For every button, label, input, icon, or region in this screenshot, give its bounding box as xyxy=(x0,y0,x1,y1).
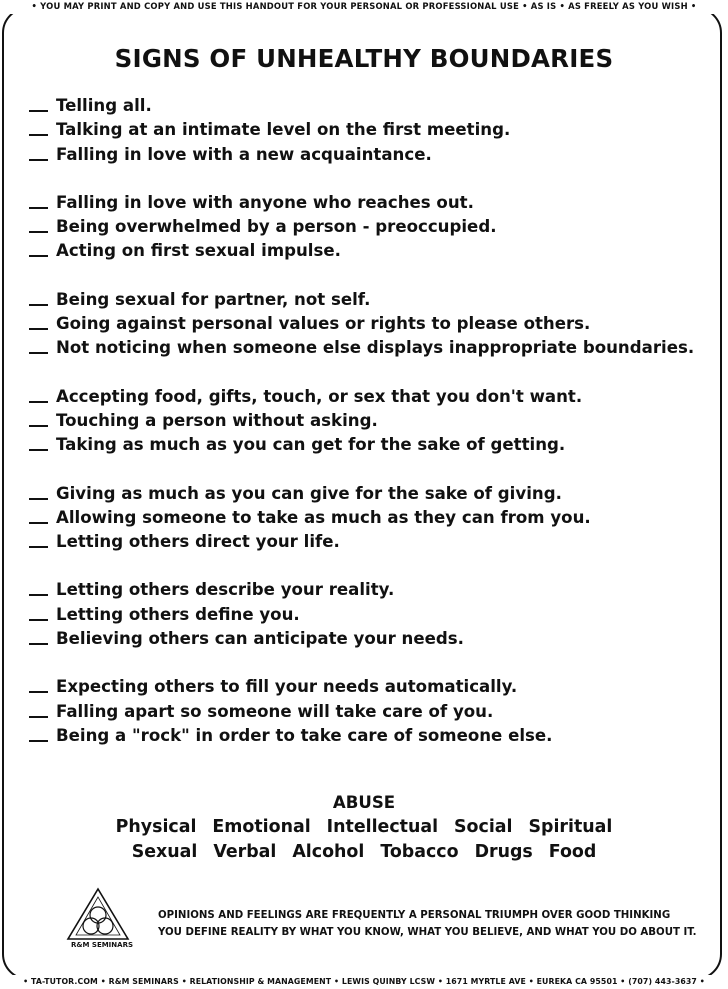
checkbox-blank[interactable] xyxy=(29,328,48,330)
abuse-title: ABUSE xyxy=(332,793,396,812)
note-line: OPINIONS AND FEELINGS ARE FREQUENTLY A PERSONAL TRIUMPH OVER GOOD THINKING xyxy=(158,910,671,921)
checklist-item xyxy=(29,217,709,241)
checkbox-blank[interactable] xyxy=(29,304,48,306)
checkbox-blank[interactable] xyxy=(29,207,48,209)
checklist-item xyxy=(29,580,709,604)
abuse-type: Drugs xyxy=(474,842,533,862)
checklist-item xyxy=(29,508,709,532)
item-text: Being overwhelmed by a person - preoccupied. xyxy=(56,217,497,237)
top-notice: • YOU MAY PRINT AND COPY AND USE THIS HANDOUT FOR YOUR PERSONAL OR PROFESSIONAL USE • AS IS • AS FREELY AS YOU WISH • xyxy=(0,0,728,14)
checklist-item xyxy=(29,702,709,726)
checklist-group xyxy=(29,290,709,363)
checklist-item xyxy=(29,193,709,217)
abuse-type: Verbal xyxy=(213,842,277,862)
item-text: Not noticing when someone else displays inappropriate boundaries. xyxy=(56,338,695,358)
abuse-type: Alcohol xyxy=(292,842,365,862)
logo-label: R&M SEMINARS xyxy=(71,941,133,949)
item-text: Believing others can anticipate your needs. xyxy=(56,629,464,649)
abuse-type: Emotional xyxy=(212,817,311,837)
checklist-item xyxy=(29,338,709,362)
checkbox-blank[interactable] xyxy=(29,594,48,596)
footer-notes xyxy=(158,907,718,941)
checkbox-blank[interactable] xyxy=(29,643,48,645)
checklist-item xyxy=(29,387,709,411)
checkbox-blank[interactable] xyxy=(29,352,48,354)
item-text: Taking as much as you can get for the sake of getting. xyxy=(56,435,566,455)
checklist-item xyxy=(29,145,709,169)
item-text: Giving as much as you can give for the sake of giving. xyxy=(56,483,562,503)
item-text: Talking at an intimate level on the first meeting. xyxy=(56,120,511,140)
abuse-type: Sexual xyxy=(131,842,198,862)
item-text: Acting on first sexual impulse. xyxy=(56,241,341,261)
item-text: Accepting food, gifts, touch, or sex that you don't want. xyxy=(56,386,583,406)
checkbox-blank[interactable] xyxy=(29,619,48,621)
checklist-item xyxy=(29,411,709,435)
checkbox-blank[interactable] xyxy=(29,498,48,500)
checkbox-blank[interactable] xyxy=(29,134,48,136)
item-text: Allowing someone to take as much as they can from you. xyxy=(56,507,591,527)
checklist xyxy=(29,96,709,774)
item-text: Falling apart so someone will take care of you. xyxy=(56,701,494,721)
abuse-type: Tobacco xyxy=(380,842,459,862)
abuse-types-row-2 xyxy=(0,840,728,865)
abuse-type: Food xyxy=(548,842,597,862)
checkbox-blank[interactable] xyxy=(29,231,48,233)
abuse-type: Spiritual xyxy=(528,817,613,837)
item-text: Being a "rock" in order to take care of someone else. xyxy=(56,725,553,745)
checkbox-blank[interactable] xyxy=(29,449,48,451)
checklist-item xyxy=(29,435,709,459)
checklist-item xyxy=(29,484,709,508)
checklist-group xyxy=(29,387,709,460)
checkbox-blank[interactable] xyxy=(29,691,48,693)
checklist-item xyxy=(29,532,709,556)
item-text: Touching a person without asking. xyxy=(56,410,378,430)
checklist-item xyxy=(29,605,709,629)
checkbox-blank[interactable] xyxy=(29,522,48,524)
checklist-group xyxy=(29,96,709,169)
item-text: Letting others direct your life. xyxy=(56,532,340,552)
abuse-type: Physical xyxy=(115,817,197,837)
item-text: Expecting others to fill your needs automatically. xyxy=(56,677,518,697)
item-text: Telling all. xyxy=(56,96,152,115)
checkbox-blank[interactable] xyxy=(29,401,48,403)
checkbox-blank[interactable] xyxy=(29,716,48,718)
abuse-type: Intellectual xyxy=(326,817,439,837)
bottom-notice: • TA-TUTOR.COM • R&M SEMINARS • RELATIONSHIP & MANAGEMENT • LEWIS QUINBY LCSW • 1671 MYRTLE AVE • EUREKA CA 95501 • (707) 443-3637 • xyxy=(0,975,728,989)
checkbox-blank[interactable] xyxy=(29,546,48,548)
checklist-item xyxy=(29,290,709,314)
item-text: Falling in love with a new acquaintance. xyxy=(56,144,432,164)
checkbox-blank[interactable] xyxy=(29,425,48,427)
abuse-types-row-1 xyxy=(0,815,728,840)
checkbox-blank[interactable] xyxy=(29,110,48,112)
checkbox-blank[interactable] xyxy=(29,159,48,161)
item-text: Letting others describe your reality. xyxy=(56,580,395,600)
checklist-item xyxy=(29,726,709,750)
abuse-type: Social xyxy=(454,817,513,837)
checklist-group xyxy=(29,193,709,266)
note-line: YOU DEFINE REALITY BY WHAT YOU KNOW, WHAT YOU BELIEVE, AND WHAT YOU DO ABOUT IT. xyxy=(158,927,697,938)
item-text: Letting others define you. xyxy=(56,604,300,624)
checklist-item xyxy=(29,120,709,144)
item-text: Going against personal values or rights to please others. xyxy=(56,314,591,334)
checklist-group xyxy=(29,677,709,750)
checkbox-blank[interactable] xyxy=(29,255,48,257)
checklist-item xyxy=(29,314,709,338)
page-title: SIGNS OF UNHEALTHY BOUNDARIES xyxy=(114,44,614,73)
checklist-group xyxy=(29,484,709,557)
abuse-section xyxy=(0,791,728,865)
checklist-item xyxy=(29,241,709,265)
checklist-item xyxy=(29,629,709,653)
checklist-item xyxy=(29,677,709,701)
item-text: Falling in love with anyone who reaches out. xyxy=(56,192,474,212)
item-text: Being sexual for partner, not self. xyxy=(56,289,371,309)
checklist-group xyxy=(29,580,709,653)
checklist-item xyxy=(29,96,709,120)
checkbox-blank[interactable] xyxy=(29,740,48,742)
